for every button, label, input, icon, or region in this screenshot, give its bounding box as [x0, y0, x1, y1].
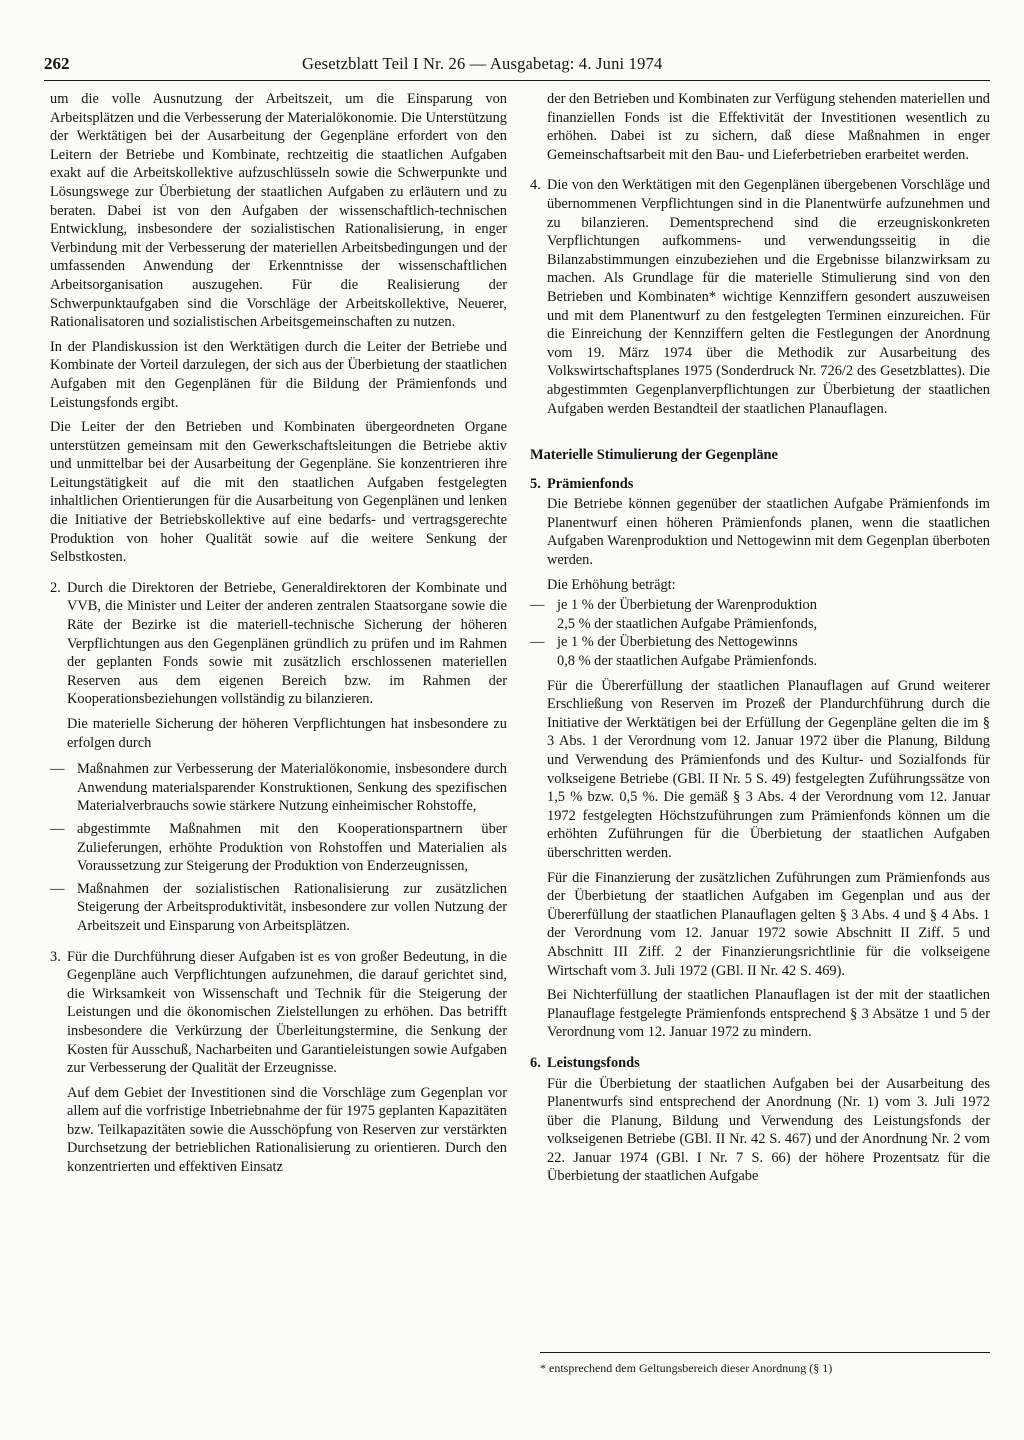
footnote: * entsprechend dem Geltungsbereich dieser Anordnung (§ 1): [540, 1352, 990, 1375]
dash-mark: —: [50, 820, 65, 837]
rate-item: [530, 633, 990, 670]
paragraph: Die materielle Sicherung der höheren Verpflichtungen hat insbesondere zu erfolgen durch: [67, 716, 507, 751]
item-content: [530, 677, 990, 1042]
running-header: [44, 54, 990, 81]
item-content: [67, 579, 507, 754]
dash-text: Maßnahmen zur Verbesserung der Materialökonomie, insbesondere durch Anwendung materialsparender Konstruktionen, Senkung des spezifischen Materialverbrauchs sowie stärkere Nutzung einheimischer Rohstoffe,: [77, 761, 507, 815]
page-number: 262: [44, 54, 70, 73]
dash-item: [50, 880, 507, 936]
paragraph: Die Erhöhung beträgt:: [547, 576, 676, 593]
paragraph: Auf dem Gebiet der Investitionen sind die Vorschläge zum Gegenplan vor allem auf die vorfristige Inbetriebnahme der für 1975 geplanten Kapazitäten bzw. Teilkapazitäten sowie die Ausschöpfung von Reserven zur verstärkten Durchsetzung der betrieblichen Rationalisierung zu orientieren. Durch den konzentrierten und effektiven Einsatz: [67, 1084, 507, 1176]
paragraph: Durch die Direktoren der Betriebe, Generaldirektoren der Kombinate und VVB, die Minister und Leiter der anderen zentralen Staatsorgane sowie die Räte der Bezirke ist die materiell-technische Sicherung der höheren Verpflichtungen aus den Gegenplänen gründlich zu prüfen und im Rahmen der geplanten Fonds sowie mit zusätzlich erschlossenen materiellen Reserven aus dem eigenen Bereich bzw. im Rahmen der Kooperationsbeziehungen vollständig zu bilanzieren.: [67, 579, 507, 708]
dash-mark: —: [530, 634, 545, 651]
rate-line: je 1 % der Überbietung des Nettogewinns: [557, 634, 798, 651]
paragraph: der den Betrieben und Kombinaten zur Verfügung stehenden materiellen und finanziellen Fonds ist die Effektivität der Investitionen wesentlich zu erhöhen. Dabei ist zu sichern, daß diese Maßnahmen in enger Gemeinschaftsarbeit mit den Bau- und Lieferbetrieben erarbeitet werden.: [547, 91, 990, 163]
item-number: 4.: [530, 177, 541, 194]
item-heading: [530, 1054, 990, 1073]
section-heading: Materielle Stimulierung der Gegenpläne: [530, 447, 778, 464]
item-title: Leistungsfonds: [547, 1054, 640, 1071]
item-content: [547, 176, 990, 424]
item-content: [67, 948, 507, 1183]
paragraph: Für die Durchführung dieser Aufgaben ist es von großer Bedeutung, in die Gegenpläne auch Verpflichtungen aufzunehmen, die darauf gerichtet sind, die Wirksamkeit von Wissenschaft und Technik für die Steigerung der Leistungen und die ökonomischen Zielstellungen zu erhöhen. Das betrifft insbesondere die Verkürzung der Überleitungstermine, die Senkung der Kosten für Ausschuß, Nacharbeiten und Garantieleistungen sowie Aufgaben zur Verbesserung der Qualität der Erzeugnisse.: [67, 948, 507, 1077]
item-content: [530, 495, 990, 594]
paragraph: Bei Nichterfüllung der staatlichen Planauflagen ist der mit der staatlichen Planauflage festgelegte Prämienfonds entsprechend § 3 Absätze 1 und 5 der Verordnung vom 12. Januar 1972 zu mindern.: [547, 987, 990, 1041]
dash-mark: —: [50, 880, 65, 897]
paragraph: Für die Übererfüllung der staatlichen Planauflagen auf Grund weiterer Erschließung von Reserven im Prozeß der Plandurchführung durch die Initiative der Werktätigen bei der Erfüllung der Gegenpläne gelten die im § 3 Abs. 1 der Verordnung vom 12. Januar 1972 über die Planung, Bildung und Verwendung des Prämienfonds und des Kultur- und Sozialfonds für volkseigene Betriebe (GBl. II Nr. 5 S. 49) festgelegten Zuführungssätze von 1,5 % bzw. 0,5 %. Die gemäß § 3 Abs. 4 der Verordnung vom 12. Januar 1972 festgelegten Höchstzuführungen zum Prämienfonds können um die erhöhten Zuführungen für die Überbietung der staatlichen Aufgaben überschritten werden.: [547, 677, 990, 861]
dash-text: abgestimmte Maßnahmen mit den Kooperationspartnern über Zulieferungen, erhöhte Produktion von Rohstoffen und Materialien als Voraussetzung zur Steigerung der Produktion von Enderzeugnissen,: [77, 820, 507, 875]
item-number: 3.: [50, 948, 61, 965]
running-title: Gesetzblatt Teil I Nr. 26 — Ausgabetag: 4. Juni 1974: [302, 54, 663, 73]
item-number: 5.: [530, 475, 541, 492]
paragraph: Die Betriebe können gegenüber der staatlichen Aufgabe Prämienfonds im Planentwurf einen höheren Prämienfonds planen, wenn die staatlichen Aufgaben Warenproduktion und Nettogewinn mit dem Gegenplan überboten werden.: [547, 496, 990, 569]
list-item-2: [50, 579, 507, 754]
rate-item: [530, 596, 990, 633]
right-column: [530, 90, 990, 1192]
dash-item: [50, 760, 507, 816]
dash-mark: —: [50, 761, 65, 778]
item-number: 2.: [50, 579, 61, 596]
item-content: [530, 1075, 990, 1187]
paragraph: Für die Finanzierung der zusätzlichen Zuführungen zum Prämienfonds aus der Überbietung der staatlichen Aufgaben im Gegenplan und aus der Übererfüllung der staatlichen Planauflagen gelten § 3 Abs. 4 und § 4 Abs. 1 der Verordnung vom 12. Januar 1972 sowie Abschnitt II Ziff. 5 und Abschnitt III Ziff. 2 der Finanzierungsrichtlinie für die volkseigene Wirtschaft vom 3. Juli 1972 (GBl. II Nr. 42 S. 469).: [547, 869, 990, 979]
rate-line: je 1 % der Überbietung der Warenproduktion: [557, 597, 817, 614]
list-item-3: [50, 948, 507, 1183]
item-number: 6.: [530, 1054, 541, 1071]
dash-item: [50, 820, 507, 876]
item-title: Prämienfonds: [547, 475, 634, 492]
paragraph: Für die Überbietung der staatlichen Aufgaben bei der Ausarbeitung des Planentwurfs sind entsprechend der Anordnung (Nr. 1) vom 3. Juli 1972 über die Planung, Bildung und Verwendung des Leistungsfonds der volkseigenen Betriebe (GBl. II Nr. 42 S. 467) und der Anordnung Nr. 2 vom 22. Januar 1974 (GBl. I Nr. 7 S. 66) der höhere Prozentsatz für die Überbietung der staatlichen Aufgabe: [547, 1075, 990, 1185]
paragraph: In der Plandiskussion ist den Werktätigen durch die Leiter der Betriebe und Kombinate der Vorteil darzulegen, der sich aus der Überbietung der staatlichen Aufgaben mit den Gegenplänen für die Bildung der Prämienfonds und Leistungsfonds ergibt.: [50, 338, 507, 411]
list-item-4: [530, 176, 990, 424]
left-column: [50, 90, 507, 1189]
paragraph: Die Leiter der den Betrieben und Kombinaten übergeordneten Organe unterstützen gemeinsam mit den Gewerkschaftsleitungen die Betriebe aktiv und unmittelbar bei der Ausarbeitung der Gegenpläne. Sie konzentrieren ihre Leitungstätigkeit auf die mit den staatlichen Aufgaben festgelegten inhaltlichen Orientierungen für die Ausarbeitung von Gegenplänen und lenken die Initiative der Betriebskollektive auf eine bedarfs- und vertragsgerechte Produktion von hoher Qualität sowie auf die weitere Senkung der Selbstkosten.: [50, 419, 507, 566]
continued-text: [530, 90, 990, 164]
rate-line: 0,8 % der staatlichen Aufgabe Prämienfonds.: [557, 653, 818, 670]
dash-text: Maßnahmen der sozialistischen Rationalisierung zur zusätzlichen Steigerung der Arbeitsproduktivität, insbesondere zur vollen Nutzung der Arbeitszeit und Einsparung von Arbeitsplätzen.: [77, 880, 507, 934]
item-heading: [530, 475, 990, 494]
rate-line: 2,5 % der staatlichen Aufgabe Prämienfonds,: [557, 615, 818, 632]
paragraph: Die von den Werktätigen mit den Gegenplänen übergebenen Vorschläge und übernommenen Verpflichtungen sind in die Planentwürfe aufzunehmen und zu bilanzieren. Dementsprechend sind die erzeugniskonkreten Verpflichtungen aufkommens- und verwendungsseitig in die Bilanzabstimmungen einzubeziehen und die Ergebnisse bilanzwirksam zu machen. Als Grundlage für die materielle Stimulierung sind von den Betrieben und Kombinaten* wichtige Kennziffern gesondert auszuweisen und mit dem Planentwurf zu den festgelegten Terminen einzureichen. Für die Einreichung der Kennziffern gelten die Festlegungen der Anordnung vom 19. März 1974 über die Methodik zur Ausarbeitung des Volkswirtschaftsplanes 1975 (Sonderdruck Nr. 726/2 des Gesetzblattes). Die abgestimmten Gegenplanverpflichtungen zur Überbietung der staatlichen Aufgaben werden Bestandteil der staatlichen Planauflagen.: [547, 177, 990, 417]
dash-mark: —: [530, 597, 545, 614]
paragraph: um die volle Ausnutzung der Arbeitszeit, um die Einsparung von Arbeitsplätzen und die Verbesserung der Materialökonomie. Die Unterstützung der Werktätigen bei der Ausarbeitung der Gegenpläne erfordert von den Leitern der Betriebe und Kombinate, rechtzeitig die staatlichen Aufgaben exakt auf die Arbeitskollektive aufzuschlüsseln sowie die Schwerpunkte und Lösungswege zur Überbietung der staatlichen Aufgaben zu erläutern und zu beraten. Dabei ist von den Aufgaben der wissenschaftlich-technischen Entwicklung, insbesondere der sozialistischen Rationalisierung, in enger Verbindung mit der Verbesserung der materiellen Arbeitsbedingungen und der umfassenden Anwendung der Erkenntnisse der wissenschaftlichen Arbeitsorganisation auszugehen. Für die Realisierung der Schwerpunktaufgaben sind die Vorschläge der Arbeitskollektive, Neuerer, Rationalisatoren und sozialistischen Arbeitsgemeinschaften zu nutzen.: [50, 91, 507, 331]
